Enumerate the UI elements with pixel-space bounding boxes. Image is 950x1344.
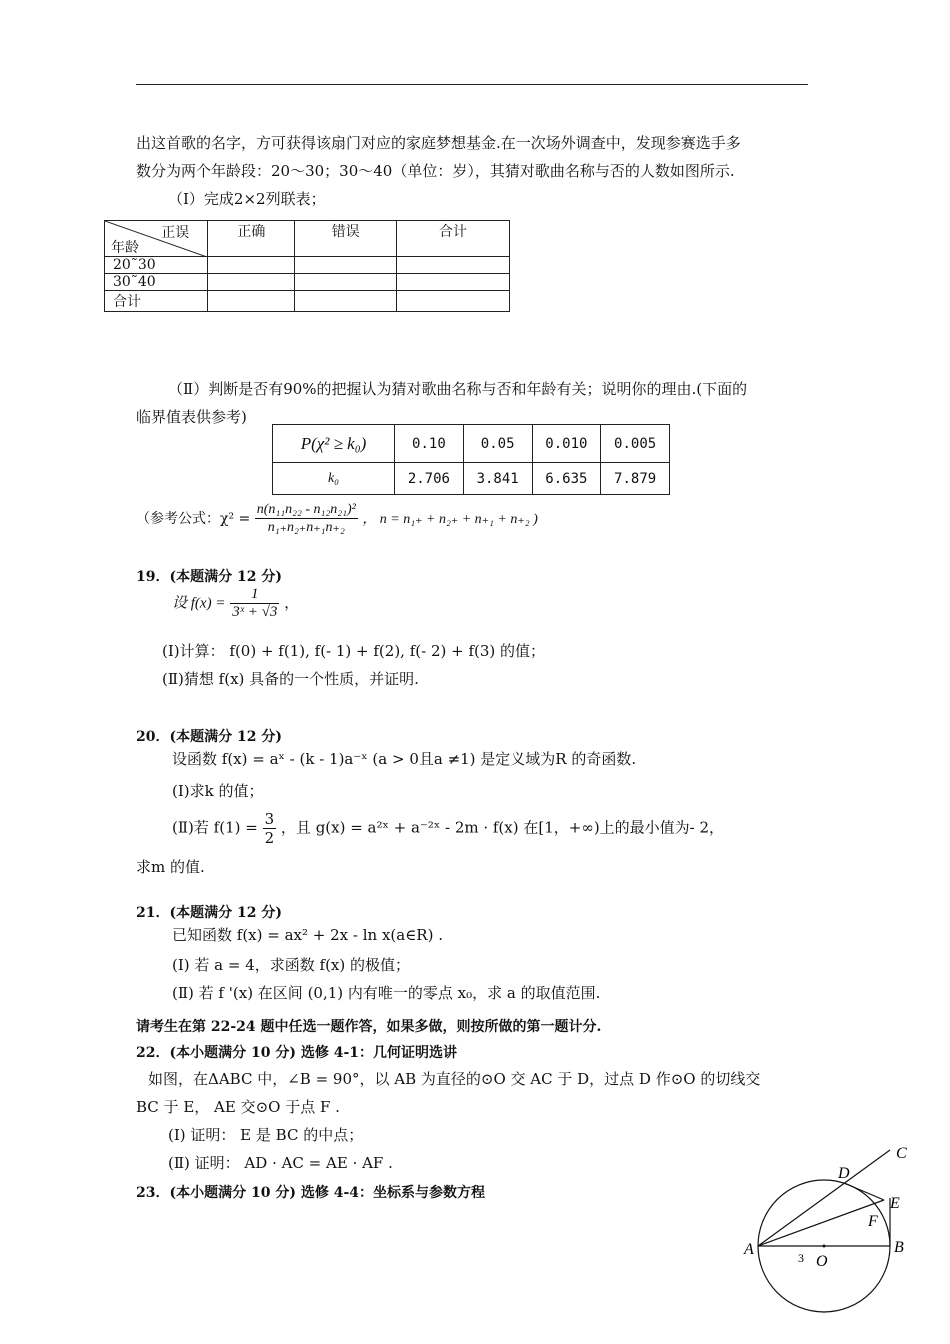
table-cell xyxy=(295,291,396,312)
reference-formula xyxy=(136,502,538,536)
geometry-figure xyxy=(740,1140,940,1340)
formula-prefix: （参考公式：χ² = xyxy=(136,511,251,527)
q20-part-2-suffix: ，且 g(x) = a²ˣ + a⁻²ˣ - 2m · f(x) 在[1，+∞)上的最小值为- 2， xyxy=(280,818,725,837)
formula-denominator: n₁₊n₂₊n₊₁n₊₂ xyxy=(267,520,345,535)
p-value: 0.010 xyxy=(532,425,601,463)
q20-part-2-prefix: (Ⅱ)若 f(1) = xyxy=(172,818,258,837)
formula-suffix: ， n = n₁₊ + n₂₊ + n₊₁ + n₊₂ ) xyxy=(362,512,538,527)
line-ae xyxy=(758,1200,884,1246)
label-d: D xyxy=(838,1165,850,1182)
q20-line-1: 设函数 f(x) = aˣ - (k - 1)a⁻ˣ (a > 0且a ≠1) 是定义域为R 的奇函数. xyxy=(172,750,637,768)
header-correct: 正确 xyxy=(208,221,295,257)
row-label-20-30: 20˜30 xyxy=(105,257,208,274)
q20-denominator: 2 xyxy=(264,829,275,847)
q20-part-2-line-2: 求m 的值. xyxy=(136,858,205,876)
table-cell xyxy=(396,291,509,312)
q19-def-prefix: 设 f(x) = xyxy=(172,595,226,612)
q21-part-2: (Ⅱ) 若 f '(x) 在区间 (0,1) 内有唯一的零点 x₀，求 a 的取值范围. xyxy=(172,984,601,1002)
q21-title: 21．(本题满分 12 分) xyxy=(136,905,282,921)
q22-line-1: 如图，在ΔABC 中，∠B = 90°，以 AB 为直径的⊙O 交 AC 于 D，过点 D 作⊙O 的切线交 xyxy=(148,1070,761,1088)
row-label-total: 合计 xyxy=(105,291,208,312)
q22-part-2: (Ⅱ) 证明： AD · AC = AE · AF . xyxy=(168,1154,393,1172)
q21-part-1: (Ⅰ) 若 a = 4，求函数 f(x) 的极值； xyxy=(172,956,411,974)
intro-line-1: 出这首歌的名字，方可获得该扇门对应的家庭梦想基金.在一次场外调查中，发现参赛选手多 xyxy=(136,134,741,152)
intro-line-2: 数分为两个年龄段：20～30；30～40（单位：岁），其猜对歌曲名称与否的人数如图所示. xyxy=(136,162,735,180)
q21-line-1: 已知函数 f(x) = ax² + 2x - ln x(a∈R) . xyxy=(172,926,443,944)
selection-notice: 请考生在第 22-24 题中任选一题作答，如果多做，则按所做的第一题计分. xyxy=(136,1019,602,1035)
p-value: 0.05 xyxy=(463,425,532,463)
label-e: E xyxy=(890,1195,900,1212)
p-value: 0.10 xyxy=(395,425,464,463)
q23-title: 23．(本小题满分 10 分) 选修 4-4：坐标系与参数方程 xyxy=(136,1185,486,1201)
q20-title: 20．(本题满分 12 分) xyxy=(136,729,282,745)
q20-part-1: (Ⅰ)求k 的值； xyxy=(172,782,264,800)
q19-def-suffix: ， xyxy=(284,593,300,612)
k-value: 6.635 xyxy=(532,463,601,495)
k-label: k₀ xyxy=(273,463,395,495)
critical-value-table xyxy=(272,424,670,495)
row-label-30-40: 30˜40 xyxy=(105,274,208,291)
label-b: B xyxy=(894,1239,904,1256)
q19-fraction xyxy=(230,586,279,621)
header-rule xyxy=(136,84,808,85)
table-cell xyxy=(295,257,396,274)
label-o: O xyxy=(816,1253,828,1270)
q22-line-2: BC 于 E， AE 交⊙O 于点 F . xyxy=(136,1098,340,1116)
line-ac xyxy=(758,1150,890,1246)
table-cell xyxy=(396,257,509,274)
page-number: 3 xyxy=(798,1251,804,1265)
p-value: 0.005 xyxy=(601,425,670,463)
header-wrong: 错误 xyxy=(295,221,396,257)
q19-denominator: 3ˣ + √3 xyxy=(232,604,278,620)
q19-title: 19．(本题满分 12 分) xyxy=(136,569,282,585)
label-a: A xyxy=(744,1241,754,1258)
part-2-line-1: （Ⅱ）判断是否有90%的把握认为猜对歌曲名称与否和年龄有关；说明你的理由.(下面的 xyxy=(168,380,748,398)
q20-numerator: 3 xyxy=(264,810,275,828)
label-c: C xyxy=(896,1145,907,1162)
q22-title: 22．(本小题满分 10 分) 选修 4-1：几何证明选讲 xyxy=(136,1045,458,1061)
q19-part-1: (Ⅰ)计算： f(0) + f(1), f(- 1) + f(2), f(- 2) + f(3) 的值； xyxy=(162,642,546,660)
table-cell xyxy=(208,291,295,312)
table-cell xyxy=(208,257,295,274)
part-2-line-2: 临界值表供参考) xyxy=(136,408,247,426)
q19-numerator: 1 xyxy=(230,586,279,604)
q20-part-2 xyxy=(172,810,724,847)
k-value: 2.706 xyxy=(395,463,464,495)
label-f: F xyxy=(868,1213,878,1230)
q22-part-1: (Ⅰ) 证明： E 是 BC 的中点； xyxy=(168,1126,364,1144)
table-cell xyxy=(208,274,295,291)
corner-top-label: 正误 xyxy=(161,225,190,241)
header-total: 合计 xyxy=(396,221,509,257)
center-point xyxy=(823,1245,826,1248)
k-value: 3.841 xyxy=(463,463,532,495)
k-value: 7.879 xyxy=(601,463,670,495)
tangent-de xyxy=(844,1183,884,1200)
table-cell xyxy=(396,274,509,291)
chi-square-fraction xyxy=(255,502,358,536)
corner-cell xyxy=(105,221,208,257)
corner-bottom-label: 年龄 xyxy=(111,240,139,256)
contingency-table xyxy=(104,220,510,312)
part-1-instruction: （Ⅰ）完成2×2列联表； xyxy=(168,190,326,208)
table-cell xyxy=(295,274,396,291)
q20-fraction xyxy=(263,810,277,847)
formula-numerator: n(n₁₁n₂₂ - n₁₂n₂₁)² xyxy=(256,502,356,517)
q19-definition xyxy=(172,586,299,621)
q19-part-2: (Ⅱ)猜想 f(x) 具备的一个性质，并证明. xyxy=(162,670,419,688)
p-label: P(χ² ≥ k₀) xyxy=(273,425,395,463)
